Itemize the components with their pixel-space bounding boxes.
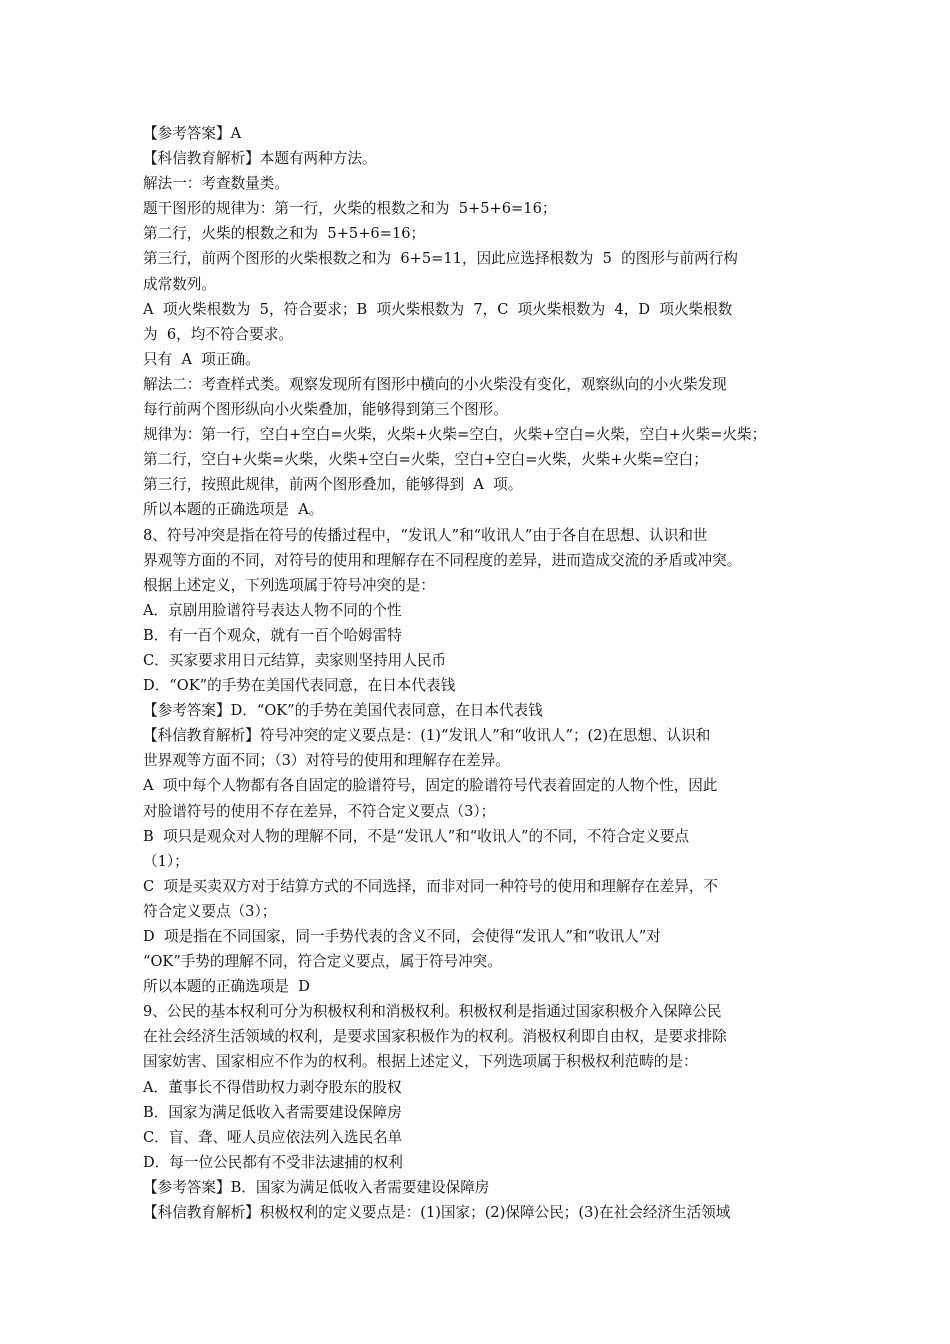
- text-line: C．买家要求用日元结算，卖家则坚持用人民币: [143, 651, 447, 669]
- text-line: 9、公民的基本权利可分为积极权利和消极权利。积极权利是指通过国家积极介入保障公民: [143, 1003, 722, 1021]
- text-line: B．国家为满足低收入者需要建设保障房: [143, 1103, 402, 1121]
- text-line: B 项只是观众对人物的理解不同，不是“发讯人”和“收讯人”的不同，不符合定义要点: [143, 827, 690, 845]
- text-line: 世界观等方面不同；（3）对符号的使用和理解存在差异。: [143, 752, 510, 770]
- text-line: A．董事长不得借助权力剥夺股东的股权: [143, 1078, 402, 1096]
- text-line: 根据上述定义，下列选项属于符号冲突的是：: [143, 576, 435, 594]
- text-line: 界观等方面的不同，对符号的使用和理解存在不同程度的差异，进而造成交流的矛盾或冲突。: [143, 551, 742, 569]
- text-line: B．有一百个观众，就有一百个哈姆雷特: [143, 626, 402, 644]
- text-line: 【科信教育解析】符号冲突的定义要点是：(1)“发讯人”和“收讯人”；(2)在思想、认识和: [143, 727, 711, 745]
- text-line: 第三行，按照此规律，前两个图形叠加，能够得到 A 项。: [143, 476, 523, 494]
- text-line: D．每一位公民都有不受非法逮捕的权利: [143, 1153, 403, 1171]
- text-line: 在社会经济生活领域的权利，是要求国家积极作为的权利。消极权利即自由权，是要求排除: [143, 1028, 727, 1046]
- text-line: 每行前两个图形纵向小火柴叠加，能够得到第三个图形。: [143, 401, 508, 419]
- text-line: A 项中每个人物都有各自固定的脸谱符号，固定的脸谱符号代表着固定的人物个性，因此: [143, 777, 718, 795]
- text-line: 【参考答案】D．“OK”的手势在美国代表同意，在日本代表钱: [143, 702, 543, 720]
- text-line: 符合定义要点（3）；: [143, 902, 277, 920]
- text-line: 第三行，前两个图形的火柴根数之和为 6+5=11，因此应选择根数为 5 的图形与前两行构: [143, 250, 738, 268]
- text-line: 所以本题的正确选项是 D: [143, 978, 310, 996]
- text-line: 第二行，空白+火柴=火柴，火柴+空白=火柴，空白+空白=火柴，火柴+火柴=空白；: [143, 451, 708, 469]
- text-line: 为 6，均不符合要求。: [143, 325, 293, 343]
- text-line: 【科信教育解析】本题有两种方法。: [143, 150, 377, 168]
- text-line: 对脸谱符号的使用不存在差异，不符合定义要点（3）；: [143, 802, 496, 820]
- text-line: 解法二：考查样式类。观察发现所有图形中横向的小火柴没有变化，观察纵向的小火柴发现: [143, 375, 727, 393]
- text-line: （1）；: [143, 852, 189, 870]
- text-line: C 项是买卖双方对于结算方式的不同选择，而非对同一种符号的使用和理解存在差异，不: [143, 877, 719, 895]
- text-line: 所以本题的正确选项是 A。: [143, 501, 324, 519]
- document-page: [143, 121, 815, 1225]
- text-line: 成常数列。: [143, 275, 216, 293]
- text-line: 题干图形的规律为：第一行，火柴的根数之和为 5+5+6=16；: [143, 200, 557, 218]
- text-line: D．“OK”的手势在美国代表同意，在日本代表钱: [143, 677, 456, 695]
- text-line: 【参考答案】B．国家为满足低收入者需要建设保障房: [143, 1178, 490, 1196]
- text-line: A．京剧用脸谱符号表达人物不同的个性: [143, 601, 402, 619]
- text-line: 【科信教育解析】积极权利的定义要点是：(1)国家；(2)保障公民；(3)在社会经济生活领域: [143, 1204, 731, 1222]
- text-line: 【参考答案】A: [143, 125, 242, 142]
- text-line: 第二行，火柴的根数之和为 5+5+6=16；: [143, 225, 426, 243]
- text-line: 解法一：考查数量类。: [143, 175, 289, 193]
- text-line: A 项火柴根数为 5，符合要求；B 项火柴根数为 7，C 项火柴根数为 4，D 项火柴根数: [143, 300, 733, 318]
- text-line: 国家妨害、国家相应不作为的权利。根据上述定义，下列选项属于积极权利范畴的是：: [143, 1053, 698, 1071]
- text-line: “OK”手势的理解不同，符合定义要点，属于符号冲突。: [143, 953, 502, 971]
- text-line: C．盲、聋、哑人员应依法列入选民名单: [143, 1128, 403, 1146]
- text-line: D 项是指在不同国家，同一手势代表的含义不同，会使得“发讯人”和“收讯人”对: [143, 928, 661, 945]
- text-line: 规律为：第一行，空白+空白=火柴，火柴+火柴=空白，火柴+空白=火柴，空白+火柴=火柴；: [143, 426, 767, 444]
- text-line: 8、符号冲突是指在符号的传播过程中，“发讯人”和“收讯人”由于各自在思想、认识和世: [143, 526, 708, 544]
- text-line: 只有 A 项正确。: [143, 350, 260, 368]
